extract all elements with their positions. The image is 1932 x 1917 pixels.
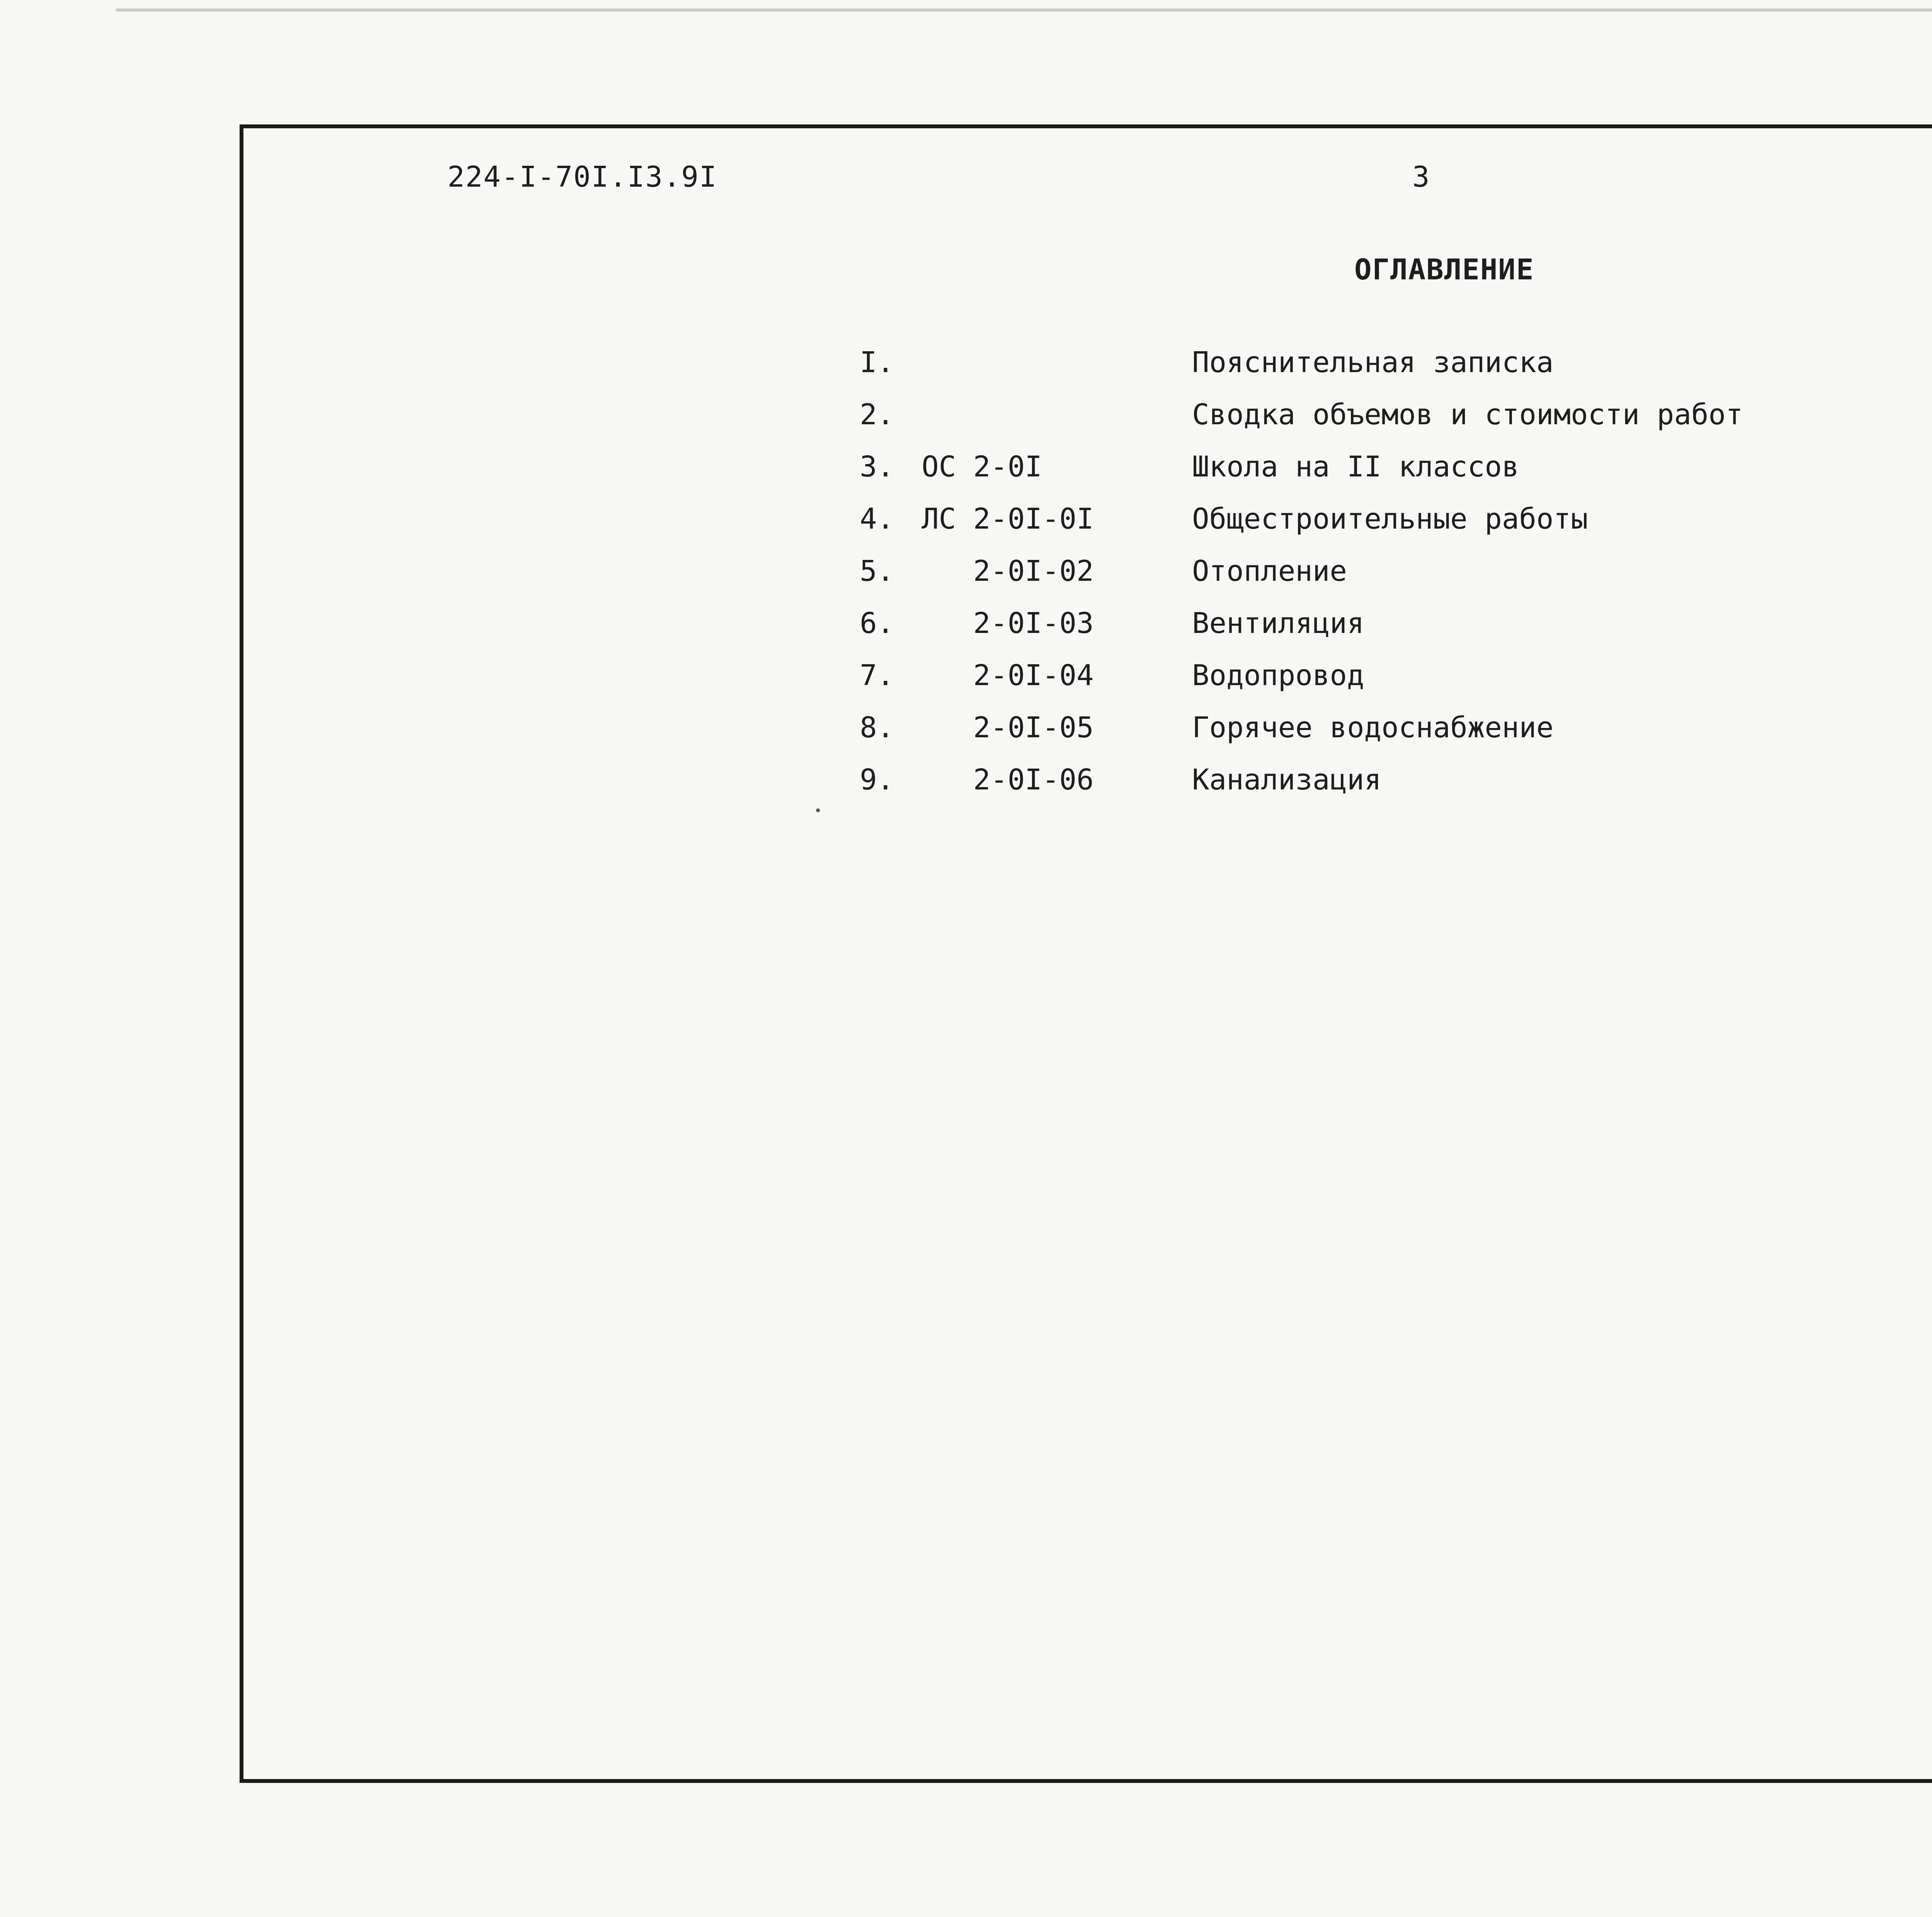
toc-row [850,607,1932,659]
toc-row [850,659,1932,711]
scan-edge-line [116,9,1932,12]
toc-item-code: 2-0I-03 [922,607,1094,640]
toc-item-number: 2. [860,398,895,431]
toc-row [850,450,1932,502]
toc-row [850,711,1932,763]
toc-item-number: 9. [860,763,895,796]
toc-item-code: 2-0I-04 [922,659,1094,692]
toc-row [850,502,1932,555]
toc-item-code: 2-0I-06 [922,763,1094,796]
toc-item-number: 3. [860,450,895,483]
document-code: 224-I-70I.I3.9I [447,160,718,194]
toc-list [850,346,1932,815]
toc-item-title: Канализация [1192,763,1382,796]
toc-item-number: 8. [860,711,895,744]
toc-row [850,346,1932,398]
toc-item-title: Пояснительная записка [1192,346,1554,379]
scan-speck [816,808,820,812]
toc-item-title: Горячее водоснабжение [1192,711,1554,744]
toc-row [850,763,1932,815]
toc-item-title: Общестроительные работы [1192,502,1588,536]
page-number: 3 [1412,160,1430,194]
toc-item-number: 5. [860,555,895,588]
toc-item-title: Школа на II классов [1192,450,1519,483]
toc-item-title: Вентиляция [1192,607,1364,640]
toc-item-number: 4. [860,502,895,536]
toc-title: ОГЛАВЛЕНИЕ [1354,253,1534,286]
toc-item-number: I. [860,346,895,379]
toc-item-code: ОС 2-0I [922,450,1042,483]
toc-item-number: 7. [860,659,895,692]
toc-row [850,398,1932,450]
toc-item-code: ЛС 2-0I-0I [922,502,1094,536]
toc-item-number: 6. [860,607,895,640]
toc-item-title: Водопровод [1192,659,1364,692]
toc-item-title: Сводка объемов и стоимости работ [1192,398,1743,431]
toc-row [850,555,1932,607]
toc-item-title: Отопление [1192,555,1347,588]
toc-item-code: 2-0I-02 [922,555,1094,588]
toc-item-code: 2-0I-05 [922,711,1094,744]
